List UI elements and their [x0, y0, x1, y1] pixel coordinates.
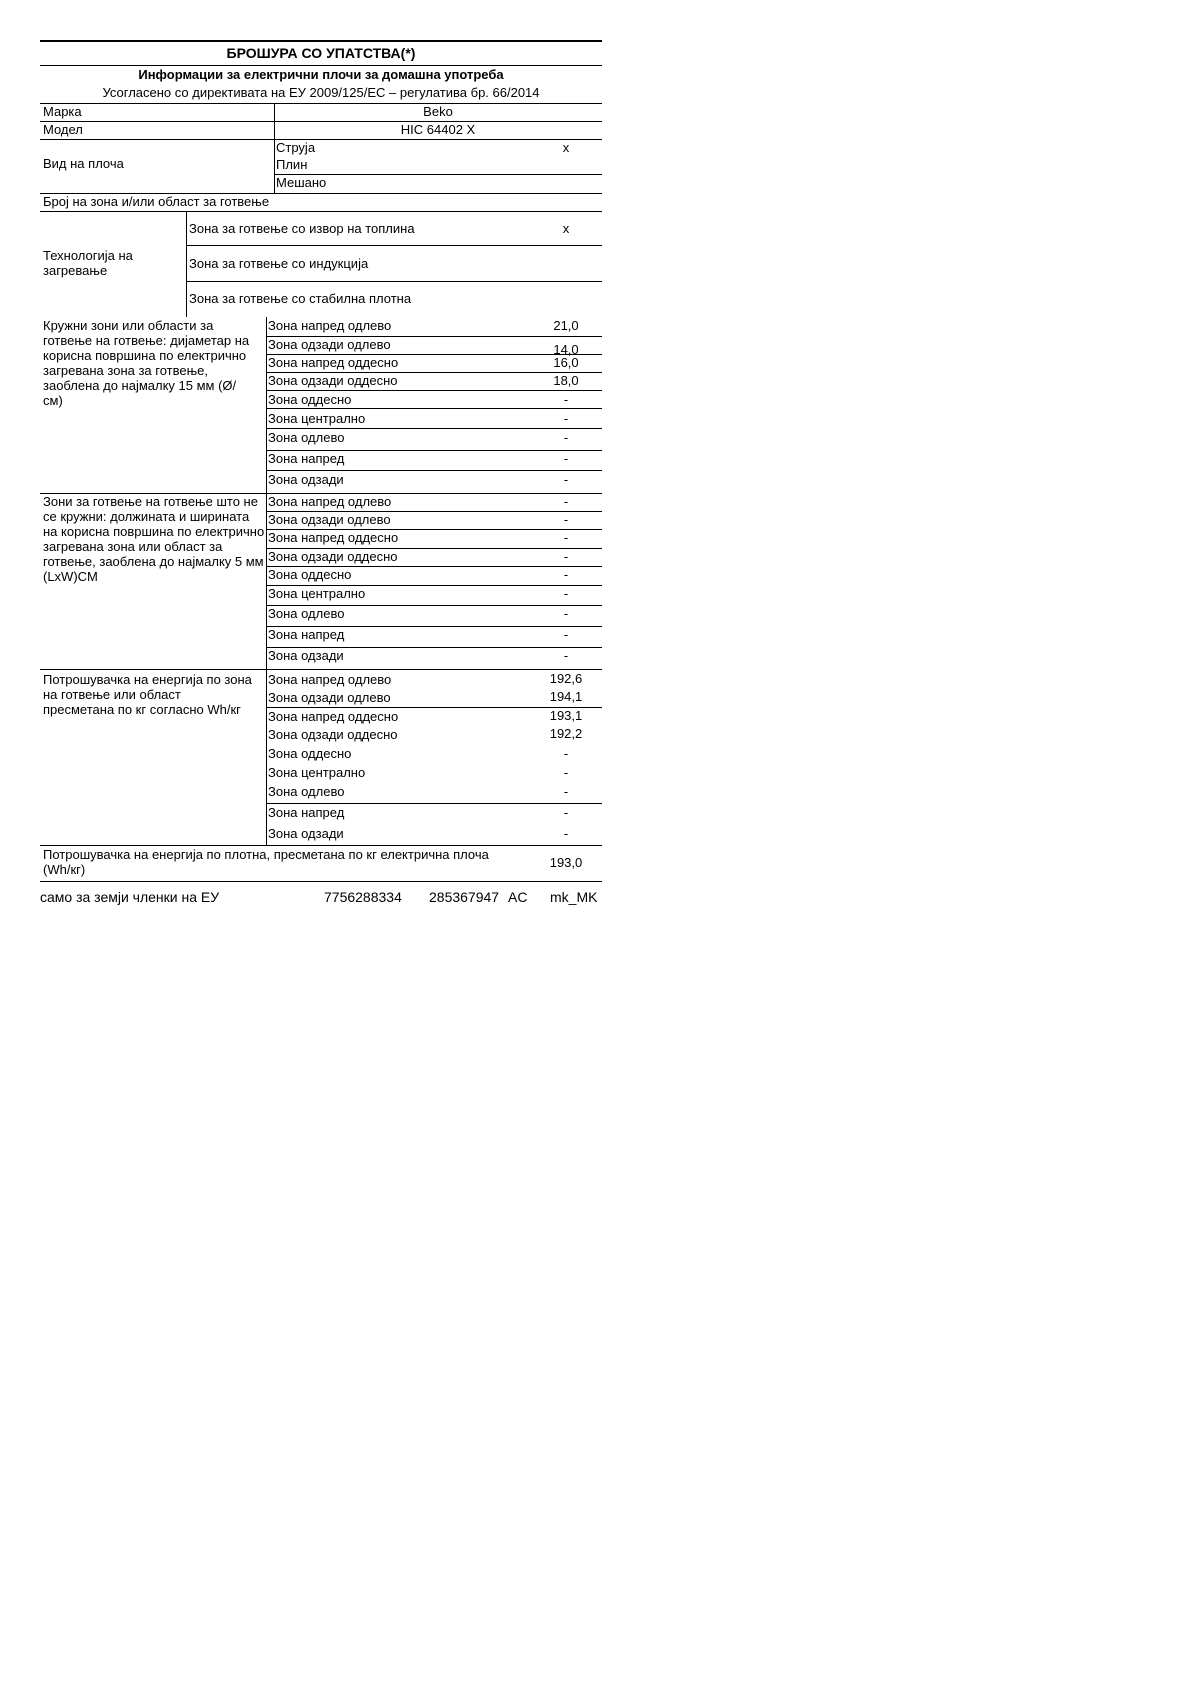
consumption-zone-value: - [563, 805, 569, 820]
circular-zone-value: 18,0 [553, 373, 579, 388]
noncircular-zone-label: Зона оддесно [268, 567, 352, 582]
row-divider [266, 511, 602, 512]
heating-tech-label: Технологија на загревање [43, 248, 133, 278]
consumption-zone-label: Зона одзади [268, 826, 344, 841]
heating-tech-radiant-mark: x [562, 221, 570, 236]
row-divider [266, 390, 602, 391]
circular-zone-label: Зона напред [268, 451, 345, 466]
circular-zone-label: Зона одзади оддесно [268, 373, 398, 388]
consumption-zone-value: - [563, 746, 569, 761]
brand-value: Beko [423, 104, 453, 119]
noncircular-zone-value: - [563, 549, 569, 564]
footer-note: само за земји членки на ЕУ [40, 889, 220, 905]
heating-tech-solid-plate: Зона за готвење со стабилна плотна [189, 291, 412, 306]
footer-locale: mk_MK [550, 889, 598, 905]
circular-zone-value: 21,0 [553, 318, 579, 333]
circular-zone-label: Зона одлево [268, 430, 345, 445]
divider [40, 121, 602, 122]
row-divider [266, 548, 602, 549]
row-divider [266, 372, 602, 373]
zone-count-label: Број на зона и/или област за готвење [43, 194, 270, 209]
consumption-zone-label: Зона одзади оддесно [268, 727, 398, 742]
consumption-zone-label: Зона напред оддесно [268, 709, 399, 724]
document-title: БРОШУРА СО УПАТСТВА(*) [226, 45, 416, 61]
divider [186, 281, 602, 282]
hob-type-gas: Плин [276, 157, 308, 172]
row-divider [266, 408, 602, 409]
total-consumption-value: 193,0 [549, 855, 583, 870]
circular-zone-label: Зона оддесно [268, 392, 352, 407]
divider [40, 845, 602, 846]
circular-zone-label: Зона одзади [268, 472, 344, 487]
divider [186, 245, 602, 246]
footer-code-2: 285367947 [429, 889, 500, 905]
divider [40, 881, 602, 882]
circular-zone-value: 16,0 [553, 355, 579, 370]
row-divider [266, 605, 602, 606]
model-label: Модел [43, 122, 83, 137]
circular-zone-label: Зона одзади одлево [268, 337, 391, 352]
divider [40, 65, 602, 66]
row-divider [266, 566, 602, 567]
model-value: HIC 64402 X [400, 122, 476, 137]
circular-zone-value: - [563, 451, 569, 466]
consumption-zone-label: Зона оддесно [268, 746, 352, 761]
consumption-zone-value: 192,2 [549, 726, 583, 741]
circular-zone-value: - [563, 392, 569, 407]
row-divider [266, 336, 602, 337]
noncircular-zones-label: Зони за готвење на готвење што не се кружни: должината и ширината на корисна површина по електрично загревана зона или област за готвење, заоблена до најмалку 5 мм (LxW)CM [43, 494, 265, 584]
noncircular-zone-label: Зона напред одлево [268, 494, 392, 509]
document-subtitle: Информации за електрични плочи за домашна употреба [138, 67, 504, 82]
row-divider [266, 626, 602, 627]
divider [40, 669, 602, 670]
circular-zones-label: Кружни зони или области за готвење на готвење: дијаметар на корисна површина по електрично загревана зона за готвење, заоблена до најмалку 15 мм (Ø/см) [43, 318, 250, 408]
consumption-zone-label: Зона централно [268, 765, 366, 780]
consumption-zone-label: Зона одзади одлево [268, 690, 391, 705]
row-divider [266, 354, 602, 355]
column-divider [274, 103, 275, 193]
noncircular-zone-value: - [563, 530, 569, 545]
noncircular-zone-value: - [563, 567, 569, 582]
divider [40, 211, 602, 212]
circular-zone-value: - [563, 472, 569, 487]
consumption-zone-label: Зона напред [268, 805, 345, 820]
noncircular-zone-value: - [563, 606, 569, 621]
consumption-zone-value: - [563, 765, 569, 780]
column-divider [186, 211, 187, 317]
noncircular-zone-label: Зона одлево [268, 606, 345, 621]
row-divider [266, 803, 602, 804]
noncircular-zone-label: Зона одзади одлево [268, 512, 391, 527]
consumption-zone-value: 194,1 [549, 689, 583, 704]
row-divider [266, 647, 602, 648]
hob-type-mixed: Мешано [276, 175, 327, 190]
hob-type-label: Вид на плоча [43, 156, 124, 171]
column-divider [266, 317, 267, 845]
noncircular-zone-label: Зона одзади оддесно [268, 549, 398, 564]
consumption-zone-value: 192,6 [549, 671, 583, 686]
divider [40, 103, 602, 104]
consumption-zone-value: 193,1 [549, 708, 583, 723]
footer-code-3: AC [508, 889, 528, 905]
noncircular-zone-label: Зона централно [268, 586, 366, 601]
noncircular-zone-value: - [563, 512, 569, 527]
consumption-zone-label: Зона одлево [268, 784, 345, 799]
hob-type-electric: Струја [276, 140, 316, 155]
row-divider [266, 585, 602, 586]
row-divider [266, 470, 602, 471]
total-consumption-label: Потрошувачка на енергија по плотна, пресметана по кг електрична плоча (Wh/кг) [43, 847, 489, 877]
row-divider [266, 707, 602, 708]
circular-zone-value: - [563, 430, 569, 445]
directive-note: Усогласено со директивата на ЕУ 2009/125/EC – регулатива бр. 66/2014 [102, 85, 540, 100]
row-divider [266, 428, 602, 429]
consumption-zone-value: - [563, 826, 569, 841]
heating-tech-radiant: Зона за готвење со извор на топлина [189, 221, 415, 236]
noncircular-zone-value: - [563, 586, 569, 601]
circular-zone-label: Зона напред оддесно [268, 355, 399, 370]
footer-code-1: 7756288334 [324, 889, 402, 905]
noncircular-zone-label: Зона напред [268, 627, 345, 642]
top-rule [40, 40, 602, 42]
noncircular-zone-value: - [563, 627, 569, 642]
noncircular-zone-label: Зона напред оддесно [268, 530, 399, 545]
hob-type-electric-mark: x [562, 140, 570, 155]
consumption-zone-value: - [563, 784, 569, 799]
circular-zone-value: - [563, 411, 569, 426]
circular-zone-label: Зона централно [268, 411, 366, 426]
brand-label: Марка [43, 104, 82, 119]
divider [40, 139, 602, 140]
noncircular-zone-value: - [563, 648, 569, 663]
consumption-zone-label: Зона напред одлево [268, 672, 392, 687]
consumption-label: Потрошувачка на енергија по зона на готвење или област пресметана по кг согласно Wh/кг [43, 672, 252, 717]
heating-tech-induction: Зона за готвење со индукција [189, 256, 369, 271]
noncircular-zone-label: Зона одзади [268, 648, 344, 663]
circular-zone-value: 14,0 [553, 342, 579, 357]
circular-zone-label: Зона напред одлево [268, 318, 392, 333]
row-divider [266, 529, 602, 530]
noncircular-zone-value: - [563, 494, 569, 509]
row-divider [266, 450, 602, 451]
